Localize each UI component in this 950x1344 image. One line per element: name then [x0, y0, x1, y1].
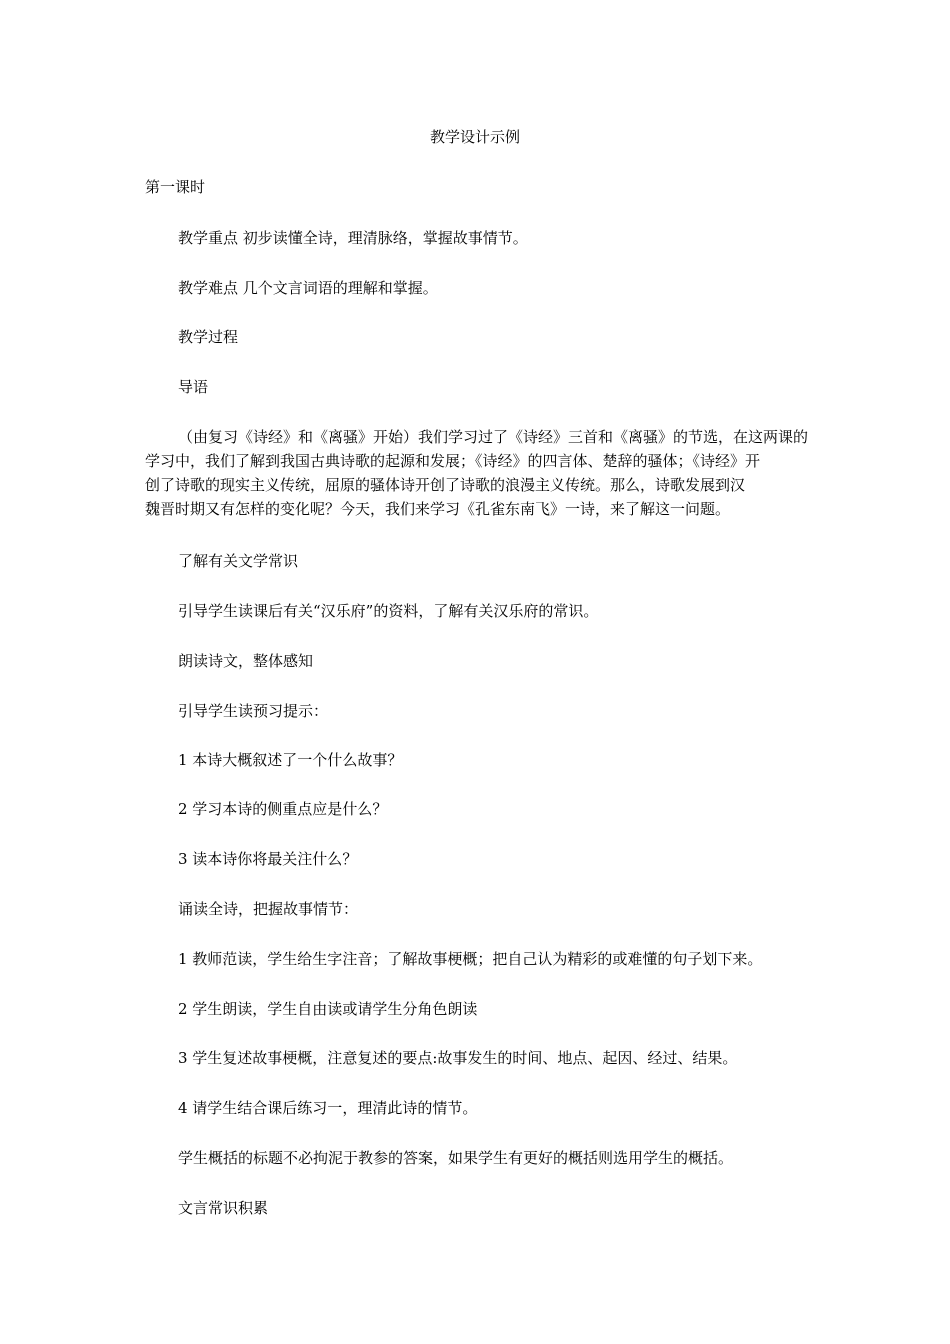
- preview-question-3: 3 读本诗你将最关注什么？: [178, 850, 358, 868]
- intro-line: 魏晋时期又有怎样的变化呢？今天，我们来学习《孔雀东南飞》一诗，来了解这一问题。: [145, 500, 731, 518]
- recite-heading: 诵读全诗，把握故事情节：: [178, 900, 359, 918]
- intro-paragraph: [145, 425, 810, 521]
- document-title: 教学设计示例: [429, 128, 520, 146]
- step-4: 4 请学生结合课后练习一，理清此诗的情节。: [178, 1099, 478, 1117]
- teaching-difficulty: 教学难点 几个文言词语的理解和掌握。: [178, 279, 438, 297]
- intro-line: 创了诗歌的现实主义传统，屈原的骚体诗开创了诗歌的浪漫主义传统。那么，诗歌发展到汉: [145, 476, 746, 494]
- teaching-focus: 教学重点 初步读懂全诗，理清脉络，掌握故事情节。: [178, 229, 528, 247]
- step-2: 2 学生朗读，学生自由读或请学生分角色朗读: [178, 1000, 478, 1018]
- intro-line: 学习中，我们了解到我国古典诗歌的起源和发展；《诗经》的四言体、楚辞的骚体；《诗经》开: [145, 452, 761, 470]
- preview-intro: 引导学生读预习提示：: [178, 702, 329, 720]
- lesson-heading: 第一课时: [145, 178, 206, 196]
- classical-heading: 文言常识积累: [178, 1199, 269, 1217]
- intro-line: （由复习《诗经》和《离骚》开始）我们学习过了《诗经》三首和《离骚》的节选，在这两课的: [178, 428, 809, 446]
- summary-note: 学生概括的标题不必拘泥于教参的答案，如果学生有更好的概括则选用学生的概括。: [178, 1149, 734, 1167]
- literature-heading: 了解有关文学常识: [178, 552, 299, 570]
- preview-question-1: 1 本诗大概叙述了一个什么故事？: [178, 751, 403, 769]
- reading-heading: 朗读诗文，整体感知: [178, 652, 314, 670]
- intro-heading: 导语: [178, 378, 209, 396]
- step-1: 1 教师范读，学生给生字注音；了解故事梗概；把自己认为精彩的或难懂的句子划下来。: [178, 950, 763, 968]
- step-3: 3 学生复述故事梗概，注意复述的要点:故事发生的时间、地点、起因、经过、结果。: [178, 1049, 738, 1067]
- literature-text: 引导学生读课后有关“汉乐府”的资料，了解有关汉乐府的常识。: [178, 602, 599, 620]
- teaching-process-heading: 教学过程: [178, 328, 239, 346]
- preview-question-2: 2 学习本诗的侧重点应是什么？: [178, 800, 388, 818]
